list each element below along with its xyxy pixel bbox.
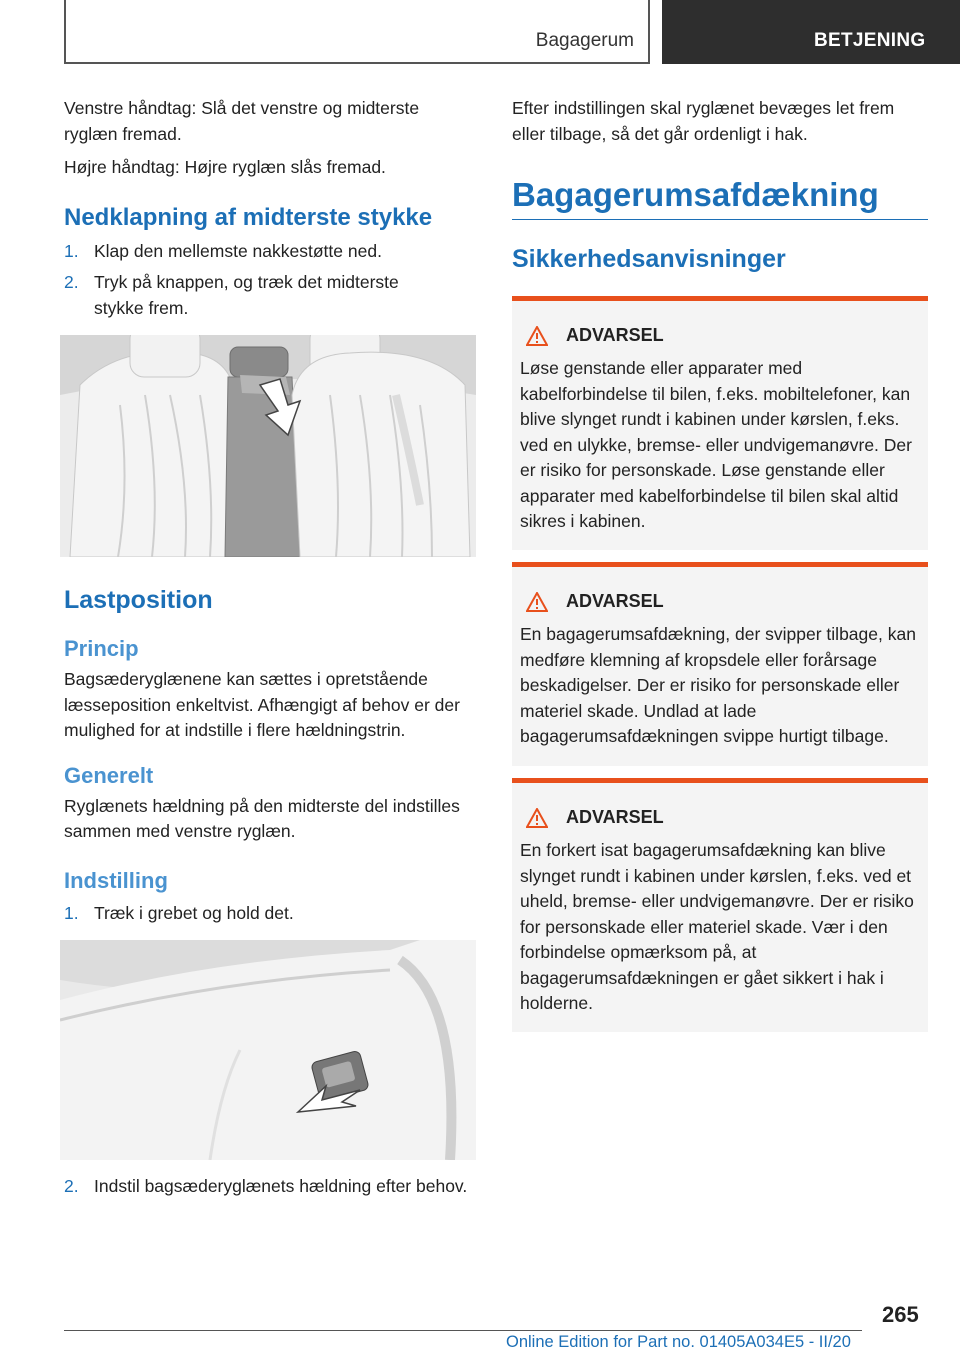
warning-text: En forkert isat bagagerumsafdækning kan blive slynget rundt i kabinen under kørslen, f.eks. ved et uheld, bremse- eller undvigemanøvre. Der er risiko for personskade eller materiel skade. Vær i den forbindelse opmærksom på, at bagagerumsafdækningen er gået sikkert i hak i holderne. (520, 840, 914, 1013)
footer-rule (64, 1330, 862, 1331)
warning-title: ADVARSEL (520, 807, 920, 828)
rear-seat-illustration (60, 335, 476, 557)
warning-text: En bagagerumsafdækning, der svipper tilbage, kan medføre klemning af kropsdele eller forårsage beskadigelser. Der er risiko for personskade eller materiel skade. Undlad at lade bagagerumsafdækningen svippe hurtigt tilbage. (520, 624, 916, 746)
header-chapter-tab (662, 0, 960, 64)
footer-edition-text: Online Edition for Part no. 01405A034E5 - II/20 (506, 1333, 851, 1351)
warning-title: ADVARSEL (520, 591, 920, 612)
right-column (512, 96, 928, 1032)
heading-cover-rule (512, 175, 928, 220)
princip-text: Bagsæderyglænene kan sættes i opretstående læsseposition enkeltvist. Afhængigt af behov er der mulighed for at indstille i flere hældningstrin. (64, 669, 460, 740)
heading-cover: Bagagerumsafdækning (512, 176, 879, 213)
intro-right-handle: Højre håndtag: Højre ryglæn slås fremad. (64, 157, 386, 177)
adjust-steps-list-1 (64, 901, 476, 927)
page-number: 265 (882, 1302, 919, 1327)
warning-triangle-icon (526, 592, 548, 612)
warning-box-2 (512, 562, 928, 766)
warning-triangle-icon (526, 326, 548, 346)
warning-text: Løse genstande eller apparater med kabelforbindelse til bilen, f.eks. mobiltelefoner, kan blive slynget rundt i kabinen under kørslen, f.eks. ved en ulykke, bremse- eller undvigemanøvre. Der er risiko for personskade. Løse genstande eller apparater med kabelforbindelse til bilen skal altid sikres i kabinen. (520, 358, 912, 531)
heading-safety: Sikkerhedsanvisninger (512, 245, 786, 273)
header-chapter-title: BETJENING (814, 30, 926, 51)
intro-left-handle: Venstre håndtag: Slå det venstre og midterste ryglæn fremad. (64, 98, 420, 144)
generelt-text: Ryglænets hældning på den midterste del indstilles sammen med venstre ryglæn. (64, 795, 460, 841)
heading-fold-center: Nedklapning af midterste stykke (64, 203, 433, 231)
left-column (64, 96, 476, 1206)
fold-steps-list (64, 239, 444, 322)
warning-title: ADVARSEL (520, 325, 920, 346)
heading-indstilling: Indstilling (64, 867, 168, 893)
list-item: 1. Klap den mellemste nakkestøtte ned. (64, 240, 382, 261)
warning-box-3 (512, 778, 928, 1032)
warning-triangle-icon (526, 808, 548, 828)
warning-box-1 (512, 296, 928, 550)
adjust-after-text: Efter indstillingen skal ryglænet bevæges let frem eller tilbage, så det går ordenligt i hak. (512, 98, 895, 144)
heading-load-position: Lastposition (64, 586, 213, 614)
list-item: 1. Træk i grebet og hold det. (64, 902, 294, 923)
list-item: 2. Tryk på knappen, og træk det midterste stykke frem. (64, 272, 399, 318)
adjust-steps-list-2 (64, 1174, 476, 1200)
list-item: 2. Indstil bagsæderyglænets hældning efter behov. (64, 1176, 468, 1196)
header-section-title: Bagagerum (535, 30, 634, 51)
heading-princip: Princip (64, 636, 139, 661)
seat-lever-illustration (60, 940, 476, 1160)
header-section-box (64, 0, 650, 64)
heading-generelt: Generelt (64, 762, 154, 788)
